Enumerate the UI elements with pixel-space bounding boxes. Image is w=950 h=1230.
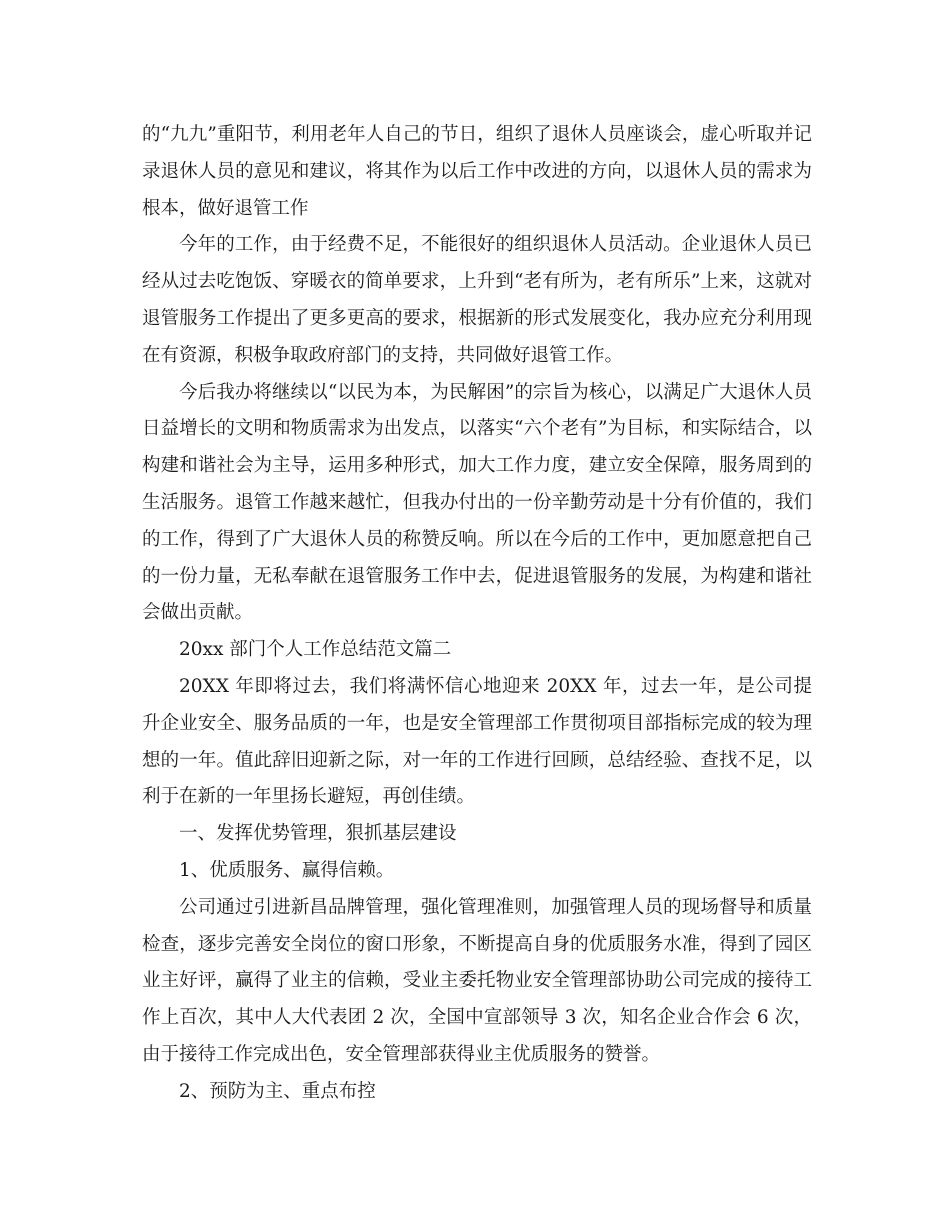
paragraph-3: 今后我办将继续以“以民为本，为民解困”的宗旨为核心，以满足广大退休人员日益增长的文明和物质需求为出发点，以落实“六个老有”为目标，和实际结合，以构建和谐社会为主导，运用多种形式，加大工作力度，建立安全保障，服务周到的生活服务。退管工作越来越忙，但我办付出的一份辛勤劳动是十分有价值的，我们的工作，得到了广大退休人员的称赞反响。所以在今后的工作中，更加愿意把自己的一份力量，无私奉献在退管服务工作中去，促进退管服务的发展，为构建和谐社会做出贡献。 <box>142 381 812 624</box>
heading-1: 一、发挥优势管理，狠抓基层建设 <box>179 823 457 845</box>
paragraph-2: 今年的工作，由于经费不足，不能很好的组织退休人员活动。企业退休人员已经从过去吃饱饭、穿暖衣的简单要求，上升到“老有所为，老有所乐”上来，这就对退管服务工作提出了更多更高的要求，根据新的形式发展变化，我办应充分利用现在有资源，积极争取政府部门的支持，共同做好退管工作。 <box>142 234 812 366</box>
section-title-2: 20xx 部门个人工作总结范文篇二 <box>179 639 452 661</box>
document-body <box>142 117 812 1111</box>
paragraph-1: 的“九九”重阳节，利用老年人自己的节日，组织了退休人员座谈会，虚心听取并记录退休人员的意见和建议，将其作为以后工作中改进的方向，以退休人员的需求为根本，做好退管工作 <box>142 124 812 219</box>
subheading-1: 1、优质服务、赢得信赖。 <box>179 859 395 881</box>
subheading-2: 2、预防为主、重点布控 <box>179 1080 376 1102</box>
paragraph-5: 公司通过引进新昌品牌管理，强化管理准则，加强管理人员的现场督导和质量检查，逐步完善安全岗位的窗口形象，不断提高自身的优质服务水准，得到了园区业主好评，赢得了业主的信赖，受业主委托物业安全管理部协助公司完成的接待工作上百次，其中人大代表团 2 次，全国中宣部领导 3 次，知名企业合作会 6 次，由于接待工作完成出色，安全管理部获得业主优质服务的赞誉。 <box>142 896 812 1065</box>
paragraph-4: 20XX 年即将过去，我们将满怀信心地迎来 20XX 年，过去一年，是公司提升企业安全、服务品质的一年，也是安全管理部工作贯彻项目部指标完成的较为理想的一年。值此辞旧迎新之际，对一年的工作进行回顾，总结经验、查找不足，以利于在新的一年里扬长避短，再创佳绩。 <box>142 675 812 808</box>
